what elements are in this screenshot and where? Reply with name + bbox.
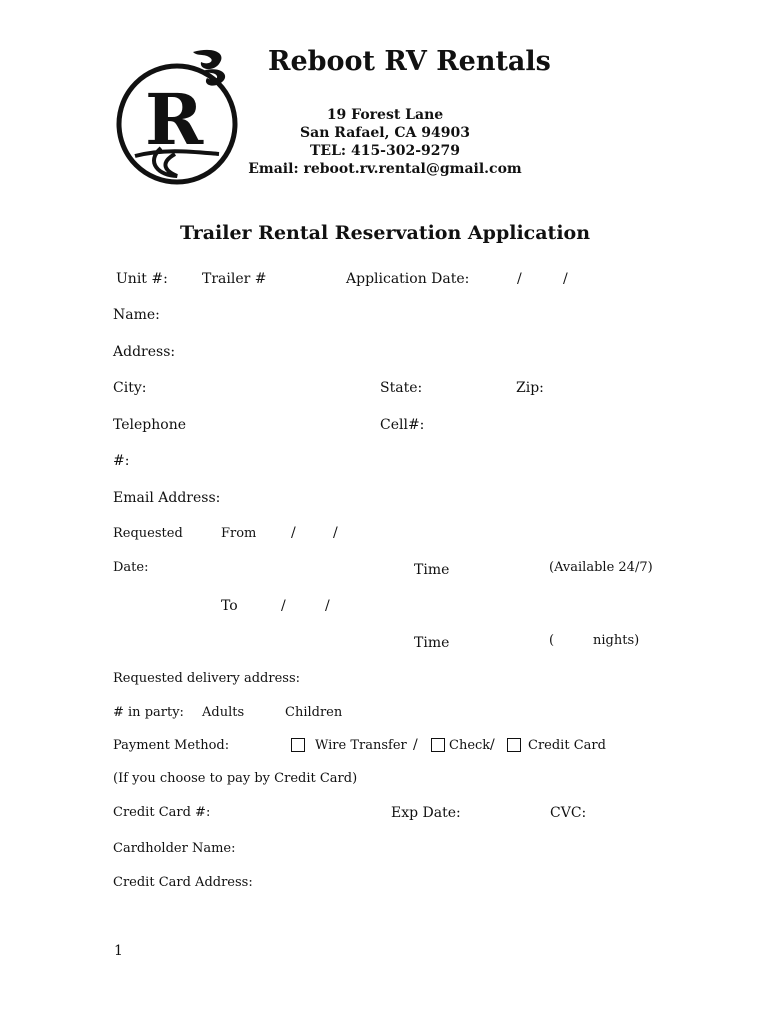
state-label: State: — [380, 380, 423, 396]
credit-card-label: Credit Card — [528, 738, 606, 753]
credit-card-note: (If you choose to pay by Credit Card) — [113, 771, 358, 786]
from-label: From — [221, 526, 257, 541]
telephone-line: TEL: 415-302-9279 — [309, 143, 460, 159]
exp-date-label: Exp Date: — [391, 805, 461, 821]
form-title: Trailer Rental Reservation Application — [179, 222, 591, 244]
credit-card-number-label: Credit Card #: — [113, 805, 211, 820]
credit-card-checkbox[interactable] — [507, 738, 521, 752]
trailer-label: Trailer # — [202, 271, 267, 287]
logo-letter: R — [145, 78, 204, 161]
company-name: Reboot RV Rentals — [268, 46, 551, 77]
city-label: City: — [113, 380, 147, 396]
cvc-label: CVC: — [550, 805, 587, 821]
nights-label: nights) — [593, 633, 640, 648]
payment-separator: / — [490, 737, 495, 753]
to-label: To — [221, 598, 238, 614]
date-slash: / — [517, 271, 522, 287]
time-label: Time — [414, 635, 450, 651]
time-label: Time — [414, 562, 450, 578]
date-slash: / — [333, 525, 338, 541]
delivery-address-label: Requested delivery address: — [113, 671, 300, 686]
page-number: 1 — [114, 943, 123, 959]
nights-open: ( — [549, 633, 555, 648]
address-line-1: 19 Forest Lane — [326, 107, 444, 123]
email-line: Email: reboot.rv.rental@gmail.com — [248, 161, 522, 177]
date-slash: / — [563, 271, 568, 287]
cell-label: Cell#: — [380, 417, 425, 433]
payment-separator: / — [413, 737, 418, 753]
telephone-label-cont: #: — [113, 453, 130, 469]
adults-label: Adults — [202, 705, 245, 720]
zip-label: Zip: — [516, 380, 544, 396]
payment-method-label: Payment Method: — [113, 738, 230, 753]
address-line-2: San Rafael, CA 94903 — [300, 125, 470, 141]
date-slash: / — [291, 525, 296, 541]
credit-card-address-label: Credit Card Address: — [113, 875, 253, 890]
date-label: Date: — [113, 560, 149, 575]
application-date-label: Application Date: — [346, 271, 470, 287]
requested-label: Requested — [113, 526, 183, 541]
party-label: # in party: — [113, 705, 184, 720]
check-checkbox[interactable] — [431, 738, 445, 752]
cardholder-name-label: Cardholder Name: — [113, 841, 236, 856]
date-slash: / — [325, 598, 330, 614]
unit-label: Unit #: — [116, 271, 168, 287]
wire-transfer-label: Wire Transfer — [315, 738, 407, 753]
date-slash: / — [281, 598, 286, 614]
name-label: Name: — [113, 307, 160, 323]
email-address-label: Email Address: — [113, 490, 221, 506]
wire-transfer-checkbox[interactable] — [291, 738, 305, 752]
children-label: Children — [285, 705, 343, 720]
check-label: Check — [449, 738, 491, 753]
telephone-label: Telephone — [113, 417, 187, 433]
address-label: Address: — [113, 344, 176, 360]
available-note: (Available 24/7) — [549, 560, 653, 575]
